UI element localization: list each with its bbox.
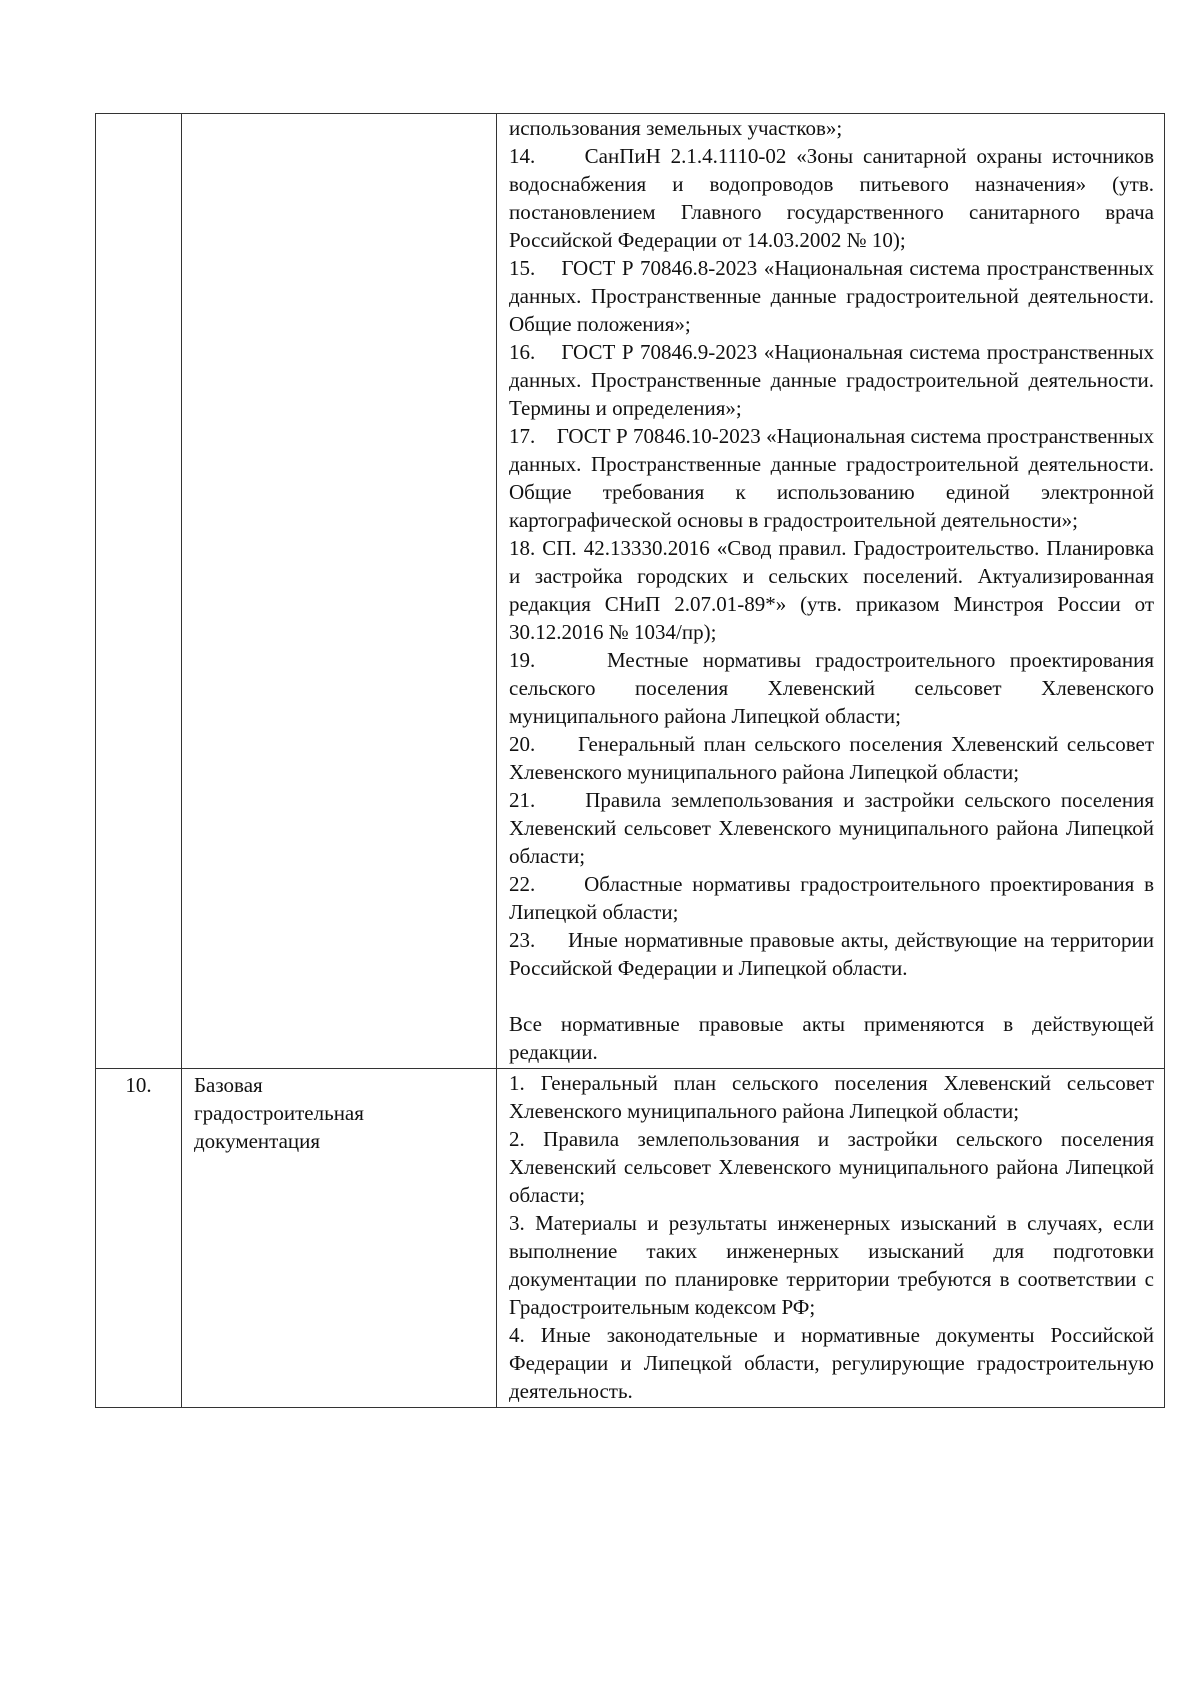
list-item: 14. СанПиН 2.1.4.1110-02 «Зоны санитарной охраны источников водоснабжения и водопроводов питьевого назначения» (утв. постановлением Главного государственного санитарного врача Российской Федерации от 14.03.2002 № 10);: [509, 144, 1154, 252]
list-item: 4. Иные законодательные и нормативные документы Российской Федерации и Липецкой области, регулирующие градостроительную деятельность.: [509, 1323, 1154, 1403]
list-item: 18. СП. 42.13330.2016 «Свод правил. Градостроительство. Планировка и застройка городских и сельских поселений. Актуализированная редакция СНиП 2.07.01-89*» (утв. приказом Минстроя России от 30.12.2016 № 1034/пр);: [509, 536, 1154, 644]
row-number: 10.: [96, 1069, 182, 1408]
list-item: 16. ГОСТ Р 70846.9-2023 «Национальная система пространственных данных. Пространственные данные градостроительной деятельности. Термины и определения»;: [509, 340, 1154, 420]
row-title-line: документация: [194, 1129, 321, 1153]
closing-note: Все нормативные правовые акты применяются в действующей редакции.: [509, 1012, 1154, 1064]
row-content: [497, 1069, 1165, 1408]
row-title: [182, 114, 497, 1069]
table-row: [96, 114, 1165, 1069]
row-content: [497, 114, 1165, 1069]
row-number: [96, 114, 182, 1069]
list-item: 3. Материалы и результаты инженерных изысканий в случаях, если выполнение таких инженерных изысканий для подготовки документации по планировке территории требуются в соответствии с Градостроительным кодексом РФ;: [509, 1211, 1154, 1319]
list-item: 21. Правила землепользования и застройки сельского поселения Хлевенский сельсовет Хлевенского муниципального района Липецкой области;: [509, 788, 1154, 868]
list-item: 19. Местные нормативы градостроительного проектирования сельского поселения Хлевенский сельсовет Хлевенского муниципального района Липецкой области;: [509, 648, 1154, 728]
list-item: 17. ГОСТ Р 70846.10-2023 «Национальная система пространственных данных. Пространственные данные градостроительной деятельности. Общие требования к использованию единой электронной картографической основы в градостроительной деятельности»;: [509, 424, 1154, 532]
list-item: 15. ГОСТ Р 70846.8-2023 «Национальная система пространственных данных. Пространственные данные градостроительной деятельности. Общие положения»;: [509, 256, 1154, 336]
row-title-line: Базовая: [194, 1073, 263, 1097]
list-item: 22. Областные нормативы градостроительного проектирования в Липецкой области;: [509, 872, 1154, 924]
list-item: 23. Иные нормативные правовые акты, действующие на территории Российской Федерации и Липецкой области.: [509, 928, 1154, 980]
paragraph-spacer: [509, 982, 1154, 1010]
list-item: 1. Генеральный план сельского поселения Хлевенский сельсовет Хлевенского муниципального района Липецкой области;: [509, 1071, 1154, 1123]
requirements-table: [95, 113, 1165, 1408]
list-item: 20. Генеральный план сельского поселения Хлевенский сельсовет Хлевенского муниципального района Липецкой области;: [509, 732, 1154, 784]
table-row: [96, 1069, 1165, 1408]
row-title-line: градостроительная: [194, 1101, 364, 1125]
list-item: 2. Правила землепользования и застройки сельского поселения Хлевенский сельсовет Хлевенского муниципального района Липецкой области;: [509, 1127, 1154, 1207]
list-item: использования земельных участков»;: [509, 116, 843, 140]
row-title: [182, 1069, 497, 1408]
